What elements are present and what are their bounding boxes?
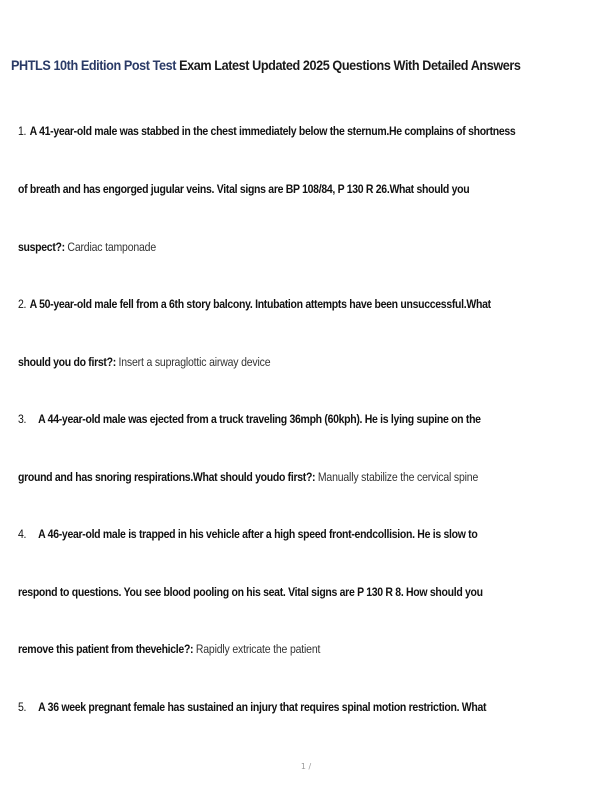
question-1-line-1 [18, 124, 516, 138]
question-1-text-1: A 41-year-old male was stabbed in the chest immediately below the sternum.He complains of shortness [29, 124, 516, 138]
question-2-text-2: should you do first?: [18, 355, 116, 369]
question-4-number: 4. [18, 527, 27, 541]
page-indicator: 1 / [300, 762, 312, 771]
question-3-answer: Manually stabilize the cervical spine [317, 470, 479, 484]
question-3-line-1 [18, 412, 508, 426]
question-2-number: 2. [18, 297, 27, 311]
question-4-answer: Rapidly extricate the patient [195, 642, 321, 656]
question-4-text-1: A 46-year-old male is trapped in his vehicle after a high speed front-endcollision. He is slow to [38, 527, 478, 541]
question-2-answer: Insert a supraglottic airway device [118, 355, 271, 369]
question-1-line-3 [18, 240, 508, 254]
question-1-text-2: of breath and has engorged jugular veins. Vital signs are BP 108/84, P 130 R 26.What should you [18, 182, 470, 196]
question-4-line-2 [18, 585, 508, 599]
question-3-text-1: A 44-year-old male was ejected from a truck traveling 36mph (60kph). He is lying supine on the [38, 412, 481, 426]
question-5-text-1: A 36 week pregnant female has sustained an injury that requires spinal motion restriction. What [38, 700, 487, 714]
question-4-line-3 [18, 642, 508, 656]
question-5-line-1 [18, 700, 508, 714]
question-3-text-2: ground and has snoring respirations.What should youdo first?: [18, 470, 316, 484]
document-title [11, 58, 560, 73]
question-4-text-3: remove this patient from thevehicle?: [18, 642, 194, 656]
question-1-text-3: suspect?: [18, 240, 65, 254]
question-1-answer: Cardiac tamponade [67, 240, 156, 254]
question-2-text-1: A 50-year-old male fell from a 6th story balcony. Intubation attempts have been unsuccessful.What [29, 297, 491, 311]
question-4-line-1 [18, 527, 508, 541]
title-rest: Exam Latest Updated 2025 Questions With Detailed Answers [176, 58, 521, 73]
question-2-line-1 [18, 297, 508, 311]
question-2-line-2 [18, 355, 508, 369]
question-1-line-2 [18, 182, 508, 196]
question-3-number: 3. [18, 412, 27, 426]
question-5-number: 5. [18, 700, 27, 714]
question-4-text-2: respond to questions. You see blood pooling on his seat. Vital signs are P 130 R 8. How should you [18, 585, 483, 599]
question-3-line-2 [18, 470, 508, 484]
title-accent: PHTLS 10th Edition Post Test [11, 58, 177, 73]
question-1-number: 1. [18, 124, 27, 138]
